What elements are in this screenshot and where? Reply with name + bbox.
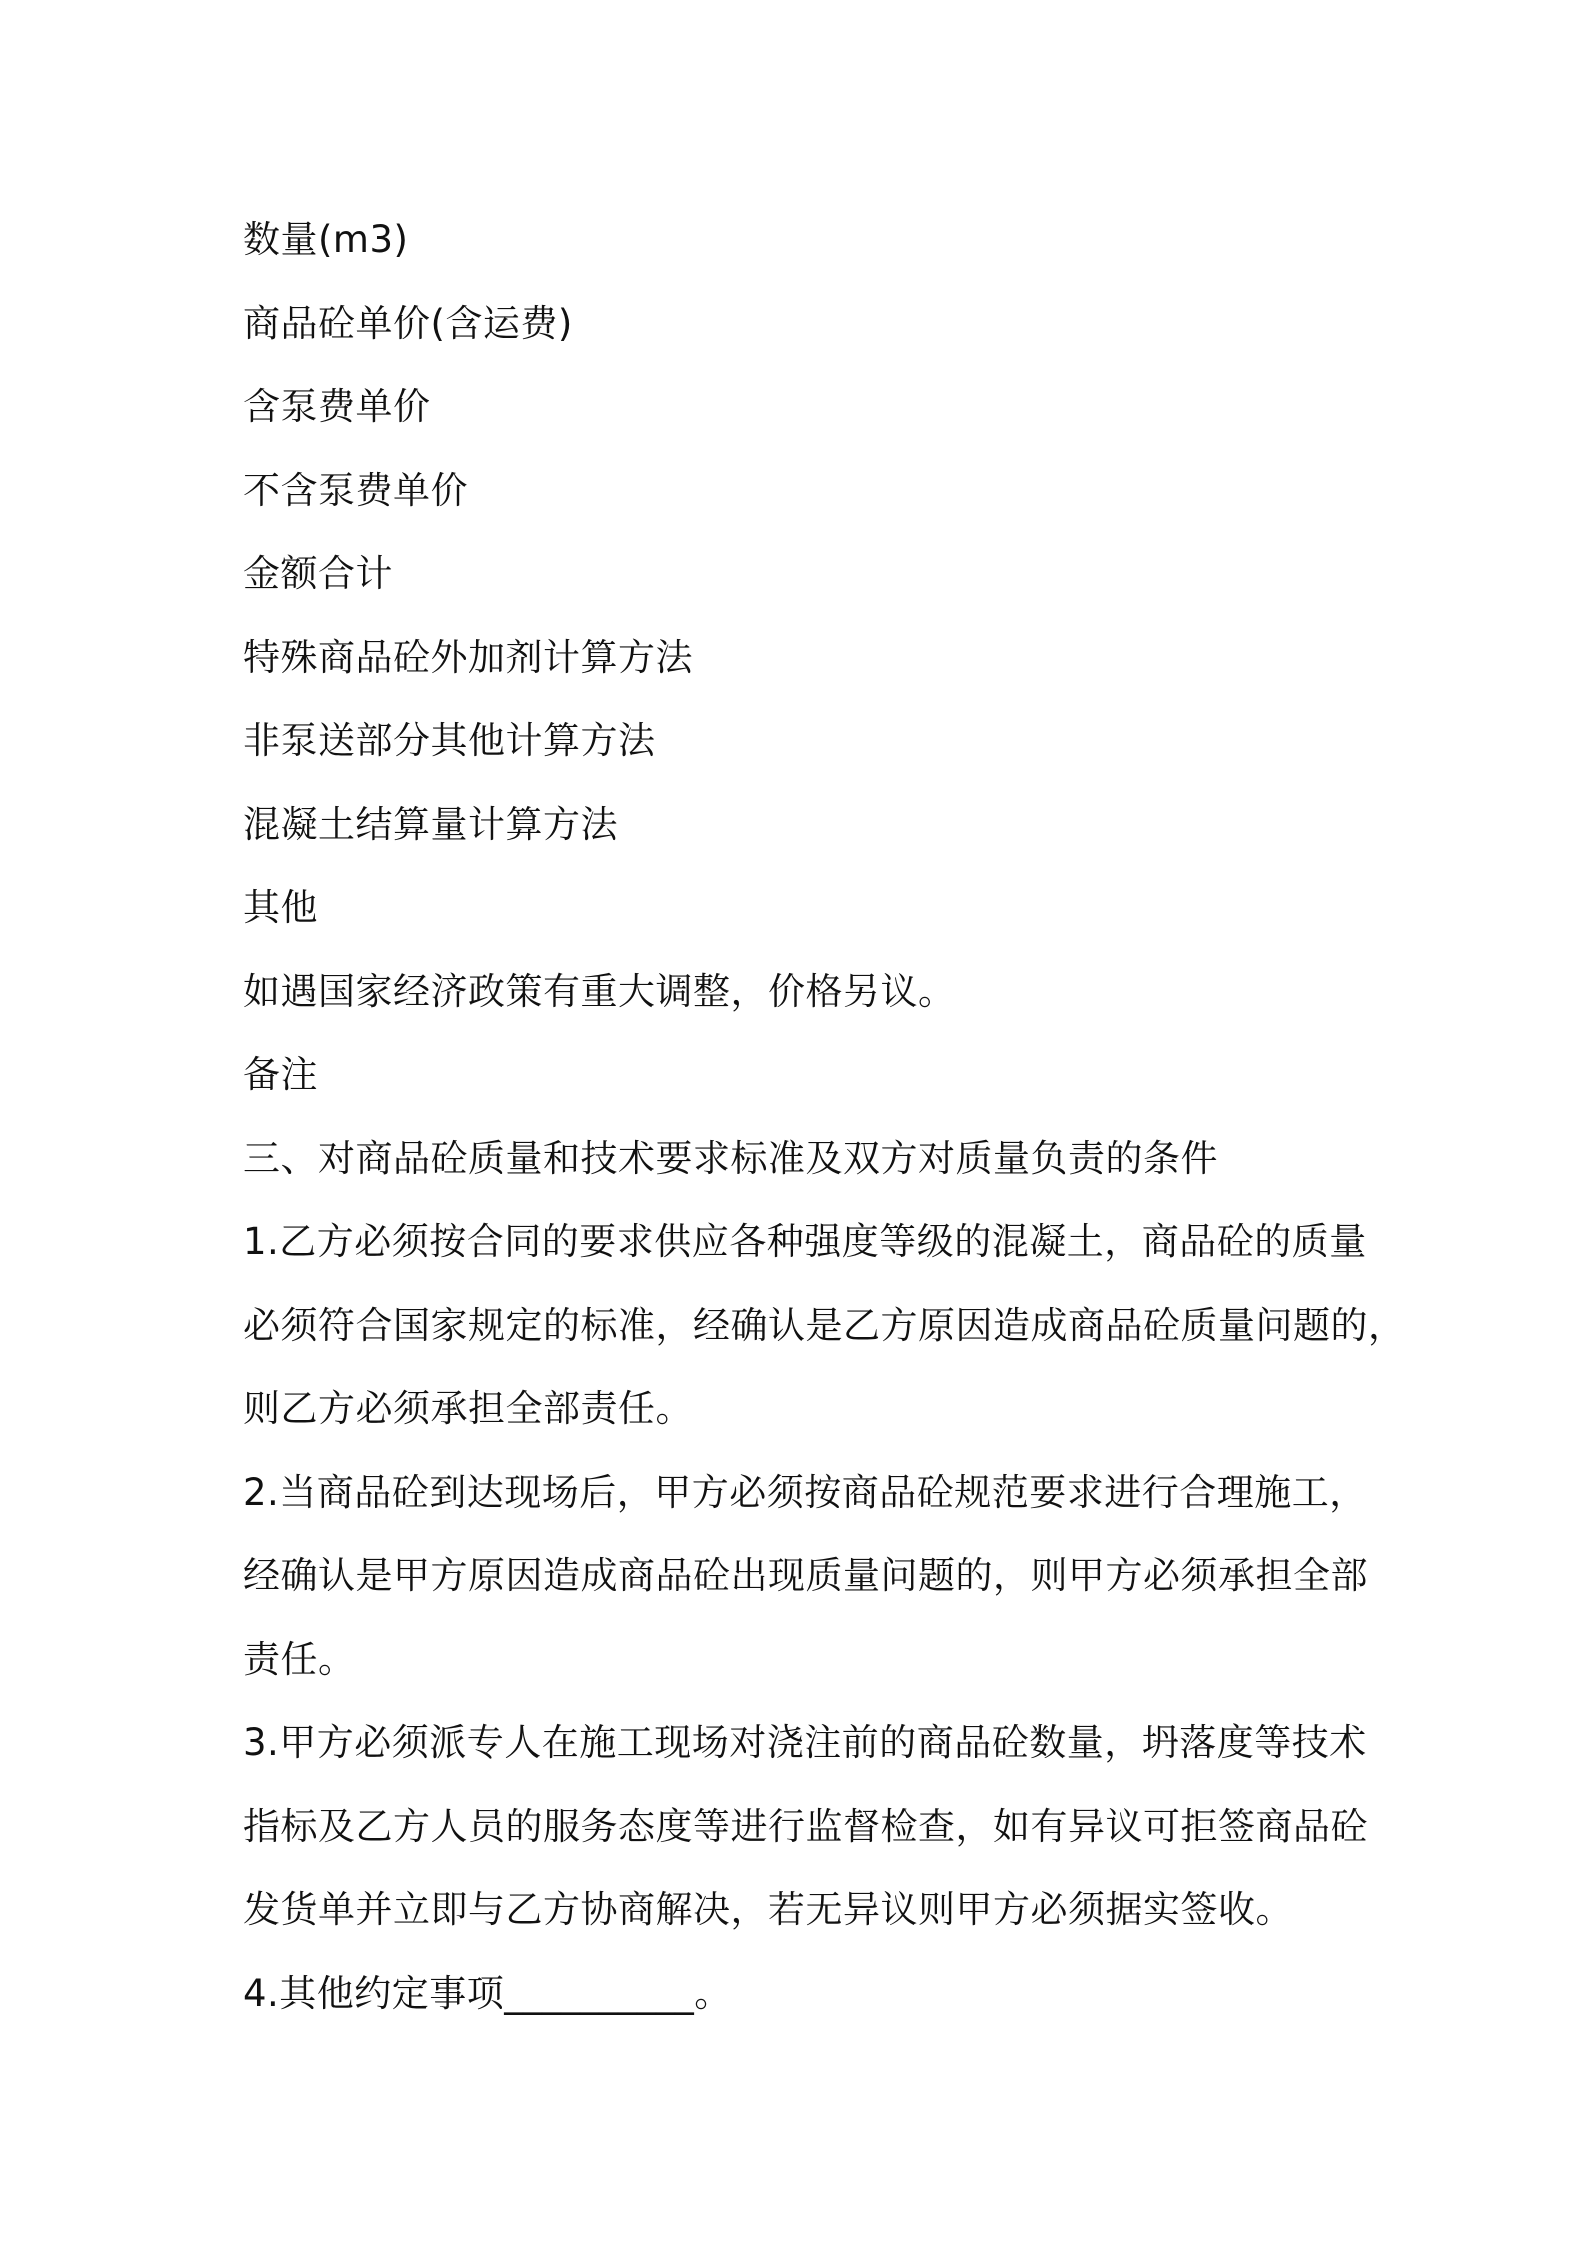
line-settlement-method: 混凝土结算量计算方法 xyxy=(243,802,618,846)
line-price-incl-pump: 含泵费单价 xyxy=(243,385,431,428)
line-admixture-method: 特殊商品砼外加剂计算方法 xyxy=(243,635,693,679)
line-price-excl-pump: 不含泵费单价 xyxy=(243,468,468,512)
clause-1-line-3: 则乙方必须承担全部责任。 xyxy=(243,1387,693,1430)
line-quantity: 数量(m3) xyxy=(243,218,409,261)
line-other: 其他 xyxy=(243,886,318,929)
clause-2-line-3: 责任。 xyxy=(243,1637,356,1681)
clause-3-line-2: 指标及乙方人员的服务态度等进行监督检查，如有异议可拒签商品砼 xyxy=(243,1804,1368,1848)
section-heading-quality: 三、对商品砼质量和技术要求标准及双方对质量负责的条件 xyxy=(243,1136,1218,1180)
clause-2-line-2: 经确认是甲方原因造成商品砼出现质量问题的，则甲方必须承担全部 xyxy=(243,1554,1368,1597)
line-policy-adjustment: 如遇国家经济政策有重大调整，价格另议。 xyxy=(243,969,956,1013)
clause-3-line-3: 发货单并立即与乙方协商解决，若无异议则甲方必须据实签收。 xyxy=(243,1888,1293,1931)
clause-4-line-1: 4.其他约定事项__________。 xyxy=(243,1971,732,2015)
line-non-pumped-method: 非泵送部分其他计算方法 xyxy=(243,719,656,762)
line-unit-price-incl-transport: 商品砼单价(含运费) xyxy=(243,301,573,345)
clause-3-line-1: 3.甲方必须派专人在施工现场对浇注前的商品砼数量，坍落度等技术 xyxy=(243,1721,1367,1764)
line-amount-total: 金额合计 xyxy=(243,552,393,595)
clause-1-line-1: 1.乙方必须按合同的要求供应各种强度等级的混凝土，商品砼的质量 xyxy=(243,1220,1367,1263)
clause-1-line-2: 必须符合国家规定的标准，经确认是乙方原因造成商品砼质量问题的， xyxy=(243,1303,1406,1347)
clause-2-line-1: 2.当商品砼到达现场后，甲方必须按商品砼规范要求进行合理施工， xyxy=(243,1470,1367,1514)
document-page xyxy=(243,198,1406,2035)
line-remarks: 备注 xyxy=(243,1053,318,1096)
